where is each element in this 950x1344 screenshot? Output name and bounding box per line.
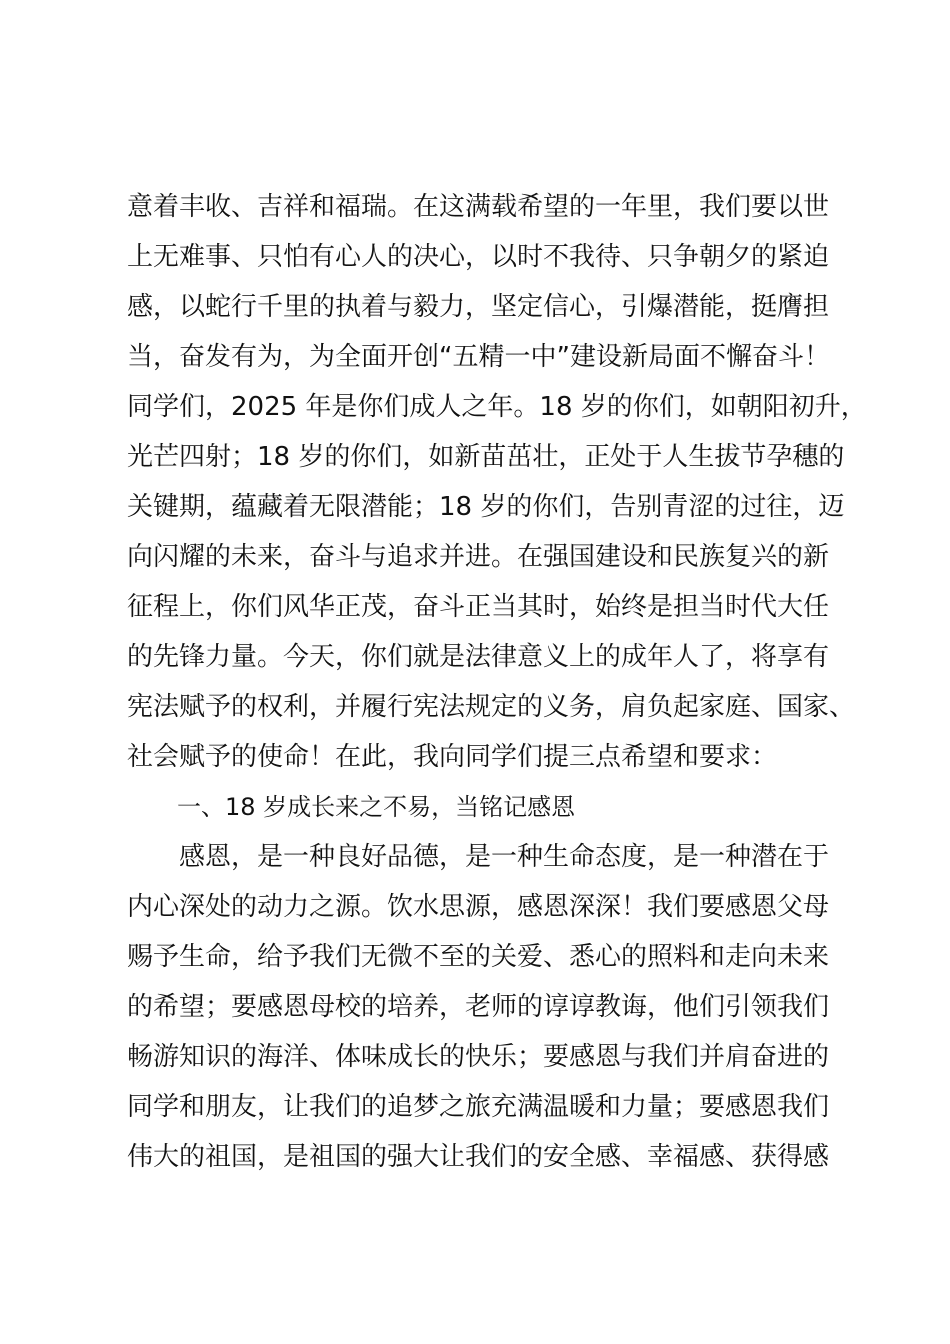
paragraph-line: 同学们，2025 年是你们成人之年。18 岁的你们，如朝阳初升，	[127, 392, 867, 422]
paragraph-line: 意着丰收、吉祥和福瑞。在这满载希望的一年里，我们要以世	[127, 192, 830, 222]
paragraph-line: 同学和朋友，让我们的追梦之旅充满温暖和力量；要感恩我们	[127, 1092, 830, 1122]
paragraph-line: 光芒四射；18 岁的你们，如新苗茁壮，正处于人生拔节孕穗的	[127, 442, 845, 472]
paragraph-line: 关键期，蕴藏着无限潜能；18 岁的你们，告别青涩的过往，迈	[127, 492, 845, 522]
paragraph-line: 向闪耀的未来，奋斗与追求并进。在强国建设和民族复兴的新	[127, 542, 830, 572]
document-body	[127, 182, 867, 1182]
paragraph-line: 宪法赋予的权利，并履行宪法规定的义务，肩负起家庭、国家、	[127, 692, 856, 722]
paragraph-line: 的先锋力量。今天，你们就是法律意义上的成年人了，将享有	[127, 642, 830, 672]
paragraph-line: 征程上，你们风华正茂，奋斗正当其时，始终是担当时代大任	[127, 592, 830, 622]
paragraph-line: 内心深处的动力之源。饮水思源，感恩深深！我们要感恩父母	[127, 892, 830, 922]
paragraph-line: 伟大的祖国，是祖国的强大让我们的安全感、幸福感、获得感	[127, 1142, 830, 1172]
paragraph-line: 上无难事、只怕有心人的决心，以时不我待、只争朝夕的紧迫	[127, 242, 830, 272]
paragraph-line: 感恩，是一种良好品德，是一种生命态度，是一种潜在于	[179, 842, 830, 872]
paragraph-line: 当，奋发有为，为全面开创“五精一中”建设新局面不懈奋斗！	[127, 342, 830, 372]
paragraph-line: 社会赋予的使命！在此，我向同学们提三点希望和要求：	[127, 742, 778, 772]
paragraph-line: 畅游知识的海洋、体味成长的快乐；要感恩与我们并肩奋进的	[127, 1042, 830, 1072]
paragraph-line: 感，以蛇行千里的执着与毅力，坚定信心，引爆潜能，挺膺担	[127, 292, 830, 322]
paragraph-line: 的希望；要感恩母校的培养，老师的谆谆教诲，他们引领我们	[127, 992, 830, 1022]
section-heading: 一、18 岁成长来之不易，当铭记感恩	[177, 793, 576, 821]
paragraph-line: 赐予生命，给予我们无微不至的关爱、悉心的照料和走向未来	[127, 942, 830, 972]
